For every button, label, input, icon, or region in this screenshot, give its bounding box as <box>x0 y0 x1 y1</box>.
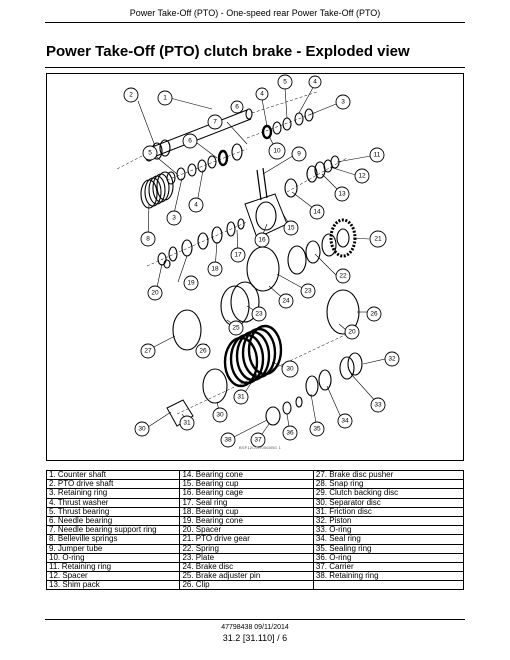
part-cell: 22. Spring <box>180 544 313 553</box>
footer-rule <box>45 619 465 620</box>
callout-4c <box>189 198 203 212</box>
part-cell: 38. Retaining ring <box>313 572 463 581</box>
part-cell: 29. Clutch backing disc <box>313 489 463 498</box>
part-cell: 33. O-ring <box>313 526 463 535</box>
svg-text:31: 31 <box>183 419 191 427</box>
callout-3a <box>336 95 350 109</box>
figure-code: BSF12CCH0060BG 1 <box>239 445 282 450</box>
table-row <box>47 581 464 590</box>
part-cell: 7. Needle bearing support ring <box>47 526 180 535</box>
callout-24 <box>279 294 293 308</box>
table-row <box>47 480 464 489</box>
page-reference: 31.2 [31.110] / 6 <box>222 633 288 643</box>
svg-text:8: 8 <box>146 235 150 243</box>
table-row <box>47 572 464 581</box>
svg-text:20: 20 <box>151 289 159 297</box>
part-cell: 31. Friction disc <box>313 507 463 516</box>
title-rule <box>45 67 465 68</box>
callout-4a <box>309 76 321 88</box>
callout-30a <box>282 361 298 377</box>
callout-32 <box>385 352 399 366</box>
part-cell: 16. Bearing cage <box>180 489 313 498</box>
callout-5b <box>143 146 157 160</box>
svg-text:31: 31 <box>237 393 245 401</box>
svg-text:2: 2 <box>129 91 133 99</box>
part-cell: 10. O-ring <box>47 553 180 562</box>
part-cell: 12. Spacer <box>47 572 180 581</box>
callout-20a <box>148 286 162 300</box>
svg-text:22: 22 <box>339 272 347 280</box>
part-cell: 4. Thrust washer <box>47 498 180 507</box>
part-cell: 14. Bearing cone <box>180 471 313 480</box>
callout-21 <box>370 231 386 247</box>
svg-text:38: 38 <box>224 436 232 444</box>
part-cell: 21. PTO drive gear <box>180 535 313 544</box>
callout-26a <box>367 307 381 321</box>
svg-text:20: 20 <box>348 328 356 336</box>
callout-26b <box>196 344 210 358</box>
part-cell: 18. Bearing cup <box>180 507 313 516</box>
svg-text:5: 5 <box>283 78 287 86</box>
part-cell: 27. Brake disc pusher <box>313 471 463 480</box>
part-cell: 1. Counter shaft <box>47 471 180 480</box>
callout-11 <box>370 148 384 162</box>
table-row <box>47 516 464 525</box>
part-cell: 2. PTO drive shaft <box>47 480 180 489</box>
part-cell: 34. Seal ring <box>313 535 463 544</box>
callout-31b <box>180 416 194 430</box>
doc-id: 47798438 09/11/2014 <box>221 624 289 631</box>
callout-30b <box>213 408 227 422</box>
callout-19 <box>184 276 198 290</box>
leader-lines <box>138 84 385 440</box>
spring-pack-left <box>141 172 173 208</box>
part-cell: 32. Piston <box>313 516 463 525</box>
parts-legend-body <box>47 471 464 590</box>
part-cell: 30. Separator disc <box>313 498 463 507</box>
callout-4b <box>256 88 268 100</box>
svg-text:1: 1 <box>163 94 167 102</box>
part-cell: 28. Snap ring <box>313 480 463 489</box>
callout-23a <box>301 284 315 298</box>
callout-33 <box>371 398 385 412</box>
header-rule <box>45 22 465 23</box>
callout-36 <box>283 426 297 440</box>
svg-text:30: 30 <box>138 425 146 433</box>
callout-31a <box>234 390 248 404</box>
callout-17 <box>231 248 245 262</box>
part-cell: 6. Needle bearing <box>47 516 180 525</box>
svg-text:13: 13 <box>338 190 346 198</box>
svg-text:36: 36 <box>286 429 294 437</box>
table-row <box>47 544 464 553</box>
svg-text:3: 3 <box>341 98 345 106</box>
callout-3b <box>167 211 181 225</box>
callout-35 <box>310 422 324 436</box>
part-cell: 15. Bearing cup <box>180 480 313 489</box>
svg-text:10: 10 <box>273 147 281 155</box>
part-cell: 5. Thrust bearing <box>47 507 180 516</box>
part-cell: 13. Shim pack <box>47 581 180 590</box>
svg-text:19: 19 <box>187 279 195 287</box>
svg-text:33: 33 <box>374 401 382 409</box>
callout-18 <box>208 262 222 276</box>
svg-text:18: 18 <box>211 265 219 273</box>
part-cell: 19. Bearing cone <box>180 516 313 525</box>
part-cell: 8. Belleville springs <box>47 535 180 544</box>
callout-25 <box>229 321 243 335</box>
svg-text:15: 15 <box>287 224 295 232</box>
svg-text:9: 9 <box>297 150 301 158</box>
part-cell: 20. Spacer <box>180 526 313 535</box>
svg-text:17: 17 <box>234 251 242 259</box>
page-title: Power Take-Off (PTO) clutch brake - Exploded view <box>46 43 410 60</box>
part-cell: 23. Plate <box>180 553 313 562</box>
svg-text:30: 30 <box>286 365 294 373</box>
svg-text:6: 6 <box>188 137 192 145</box>
part-cell: 25. Brake adjuster pin <box>180 572 313 581</box>
callout-7 <box>208 115 222 129</box>
svg-text:11: 11 <box>373 151 381 159</box>
part-cell: 24. Brake disc <box>180 562 313 571</box>
clutch-pack-drawing <box>167 326 362 426</box>
svg-text:26: 26 <box>199 347 207 355</box>
callout-22 <box>336 269 350 283</box>
callout-8 <box>141 232 155 246</box>
svg-text:21: 21 <box>374 235 382 243</box>
parts-legend-table <box>46 470 464 590</box>
part-cell: 9. Jumper tube <box>47 544 180 553</box>
table-row <box>47 562 464 571</box>
svg-text:14: 14 <box>313 208 321 216</box>
part-cell <box>313 581 463 590</box>
svg-text:34: 34 <box>341 417 349 425</box>
callout-5a <box>278 75 292 89</box>
table-row <box>47 553 464 562</box>
part-cell: 26. Clip <box>180 581 313 590</box>
svg-text:23: 23 <box>255 310 263 318</box>
svg-text:7: 7 <box>213 118 217 126</box>
svg-text:3: 3 <box>172 214 176 222</box>
table-row <box>47 471 464 480</box>
svg-text:27: 27 <box>144 347 152 355</box>
part-cell: 37. Carrier <box>313 562 463 571</box>
callout-10 <box>269 143 285 159</box>
callout-34 <box>338 414 352 428</box>
part-cell: 35. Sealing ring <box>313 544 463 553</box>
table-row <box>47 498 464 507</box>
svg-text:5: 5 <box>148 149 152 157</box>
callout-6b <box>183 134 197 148</box>
svg-text:30: 30 <box>216 411 224 419</box>
callout-9 <box>292 147 306 161</box>
callout-27 <box>141 344 155 358</box>
part-cell: 17. Seal ring <box>180 498 313 507</box>
svg-text:6: 6 <box>235 103 239 111</box>
exploded-view-drawing <box>47 74 465 462</box>
callout-13 <box>335 187 349 201</box>
table-row <box>47 489 464 498</box>
callout-12 <box>355 169 369 183</box>
callout-2 <box>124 88 138 102</box>
svg-text:24: 24 <box>282 297 290 305</box>
callout-23b <box>252 307 266 321</box>
callout-1 <box>158 91 172 105</box>
svg-text:4: 4 <box>260 90 264 98</box>
callout-15 <box>284 221 298 235</box>
svg-text:4: 4 <box>313 78 317 86</box>
callout-38 <box>221 433 235 447</box>
svg-text:26: 26 <box>370 310 378 318</box>
callout-16 <box>255 233 269 247</box>
svg-text:12: 12 <box>358 172 366 180</box>
bearing-cage-drawing <box>245 168 287 238</box>
exploded-view-figure <box>46 73 464 461</box>
callout-20b <box>345 325 359 339</box>
table-row <box>47 535 464 544</box>
part-cell: 36. O-ring <box>313 553 463 562</box>
svg-text:25: 25 <box>232 324 240 332</box>
svg-text:16: 16 <box>258 236 266 244</box>
running-header: Power Take-Off (PTO) - One-speed rear Power Take-Off (PTO) <box>129 8 381 18</box>
callout-30c <box>135 422 149 436</box>
part-cell: 11. Retaining ring <box>47 562 180 571</box>
table-row <box>47 526 464 535</box>
svg-text:32: 32 <box>388 355 396 363</box>
svg-text:35: 35 <box>313 425 321 433</box>
svg-text:37: 37 <box>254 436 262 444</box>
svg-text:23: 23 <box>304 287 312 295</box>
table-row <box>47 507 464 516</box>
svg-text:4: 4 <box>194 201 198 209</box>
callout-6a <box>231 101 243 113</box>
callout-14 <box>310 205 324 219</box>
part-cell: 3. Retaining ring <box>47 489 180 498</box>
